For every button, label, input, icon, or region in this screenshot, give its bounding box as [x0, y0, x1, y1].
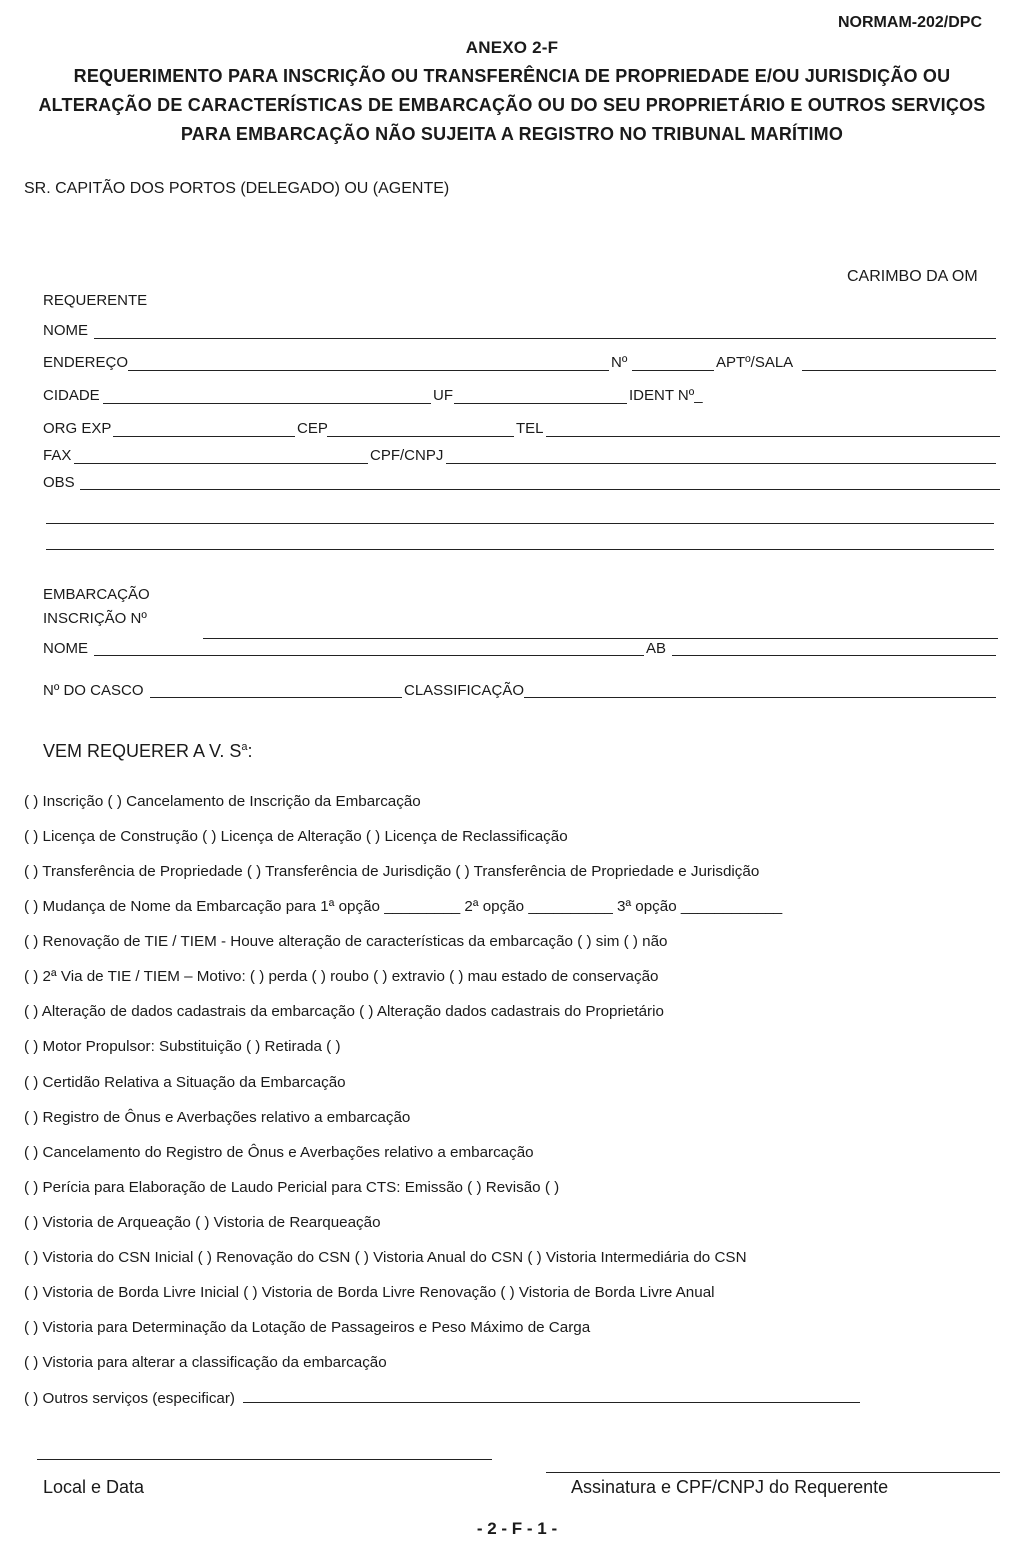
fax-label: FAX	[43, 447, 72, 464]
obs-label: OBS	[43, 474, 75, 491]
numero-field-line[interactable]	[632, 370, 714, 371]
option-lotacao[interactable]: ( ) Vistoria para Determinação da Lotação de Passageiros e Peso Máximo de Carga	[24, 1319, 591, 1336]
option-borda-livre[interactable]: ( ) Vistoria de Borda Livre Inicial ( ) Vistoria de Borda Livre Renovação ( ) Vistoria de Borda Livre Anual	[24, 1284, 715, 1301]
outros-servicos-label: ( ) Outros serviços (especificar)	[24, 1390, 235, 1407]
option-registro-onus[interactable]: ( ) Registro de Ônus e Averbações relativo a embarcação	[24, 1109, 411, 1126]
classificacao-label: CLASSIFICAÇÃO	[404, 682, 525, 699]
addressee: SR. CAPITÃO DOS PORTOS (DELEGADO) OU (AGENTE)	[24, 180, 450, 197]
classificacao-field-line[interactable]	[524, 697, 996, 698]
signature-label: Assinatura e CPF/CNPJ do Requerente	[571, 1477, 889, 1497]
option-mudanca-nome[interactable]: ( ) Mudança de Nome da Embarcação para 1ª opção _________ 2ª opção __________ 3ª opção ____________	[24, 898, 783, 915]
org-exp-label: ORG EXP	[43, 420, 112, 437]
form-title-line-2: ALTERAÇÃO DE CARACTERÍSTICAS DE EMBARCAÇÃO OU DO SEU PROPRIETÁRIO E OUTROS SERVIÇOS	[38, 95, 986, 115]
endereco-field-line[interactable]	[128, 370, 609, 371]
cidade-label: CIDADE	[43, 387, 100, 404]
requerente-section-label: REQUERENTE	[43, 292, 148, 309]
local-data-line[interactable]	[37, 1459, 492, 1460]
request-heading-colon: :	[247, 741, 253, 761]
uf-field-line[interactable]	[454, 403, 627, 404]
nome-field-line[interactable]	[94, 338, 996, 339]
ab-field-line[interactable]	[672, 655, 996, 656]
endereco-label: ENDEREÇO	[43, 354, 129, 371]
annex-title: ANEXO 2-F	[465, 38, 559, 57]
tel-field-line[interactable]	[546, 436, 1000, 437]
option-inscricao[interactable]: ( ) Inscrição ( ) Cancelamento de Inscrição da Embarcação	[24, 793, 421, 810]
ident-label: IDENT Nº_	[629, 387, 703, 404]
document-code: NORMAM-202/DPC	[838, 14, 983, 31]
cpf-field-line[interactable]	[446, 463, 996, 464]
outros-servicos-field-line[interactable]	[243, 1388, 860, 1403]
cidade-field-line[interactable]	[103, 403, 431, 404]
embarcacao-section-label: EMBARCAÇÃO	[43, 586, 150, 603]
casco-label: Nº DO CASCO	[43, 682, 144, 699]
embarcacao-nome-field-line[interactable]	[94, 655, 644, 656]
page-number: - 2 - F - 1 -	[476, 1519, 558, 1538]
uf-label: UF	[433, 387, 453, 404]
request-heading-superscript: a	[241, 741, 248, 753]
cep-label: CEP	[297, 420, 328, 437]
option-cancelamento-onus[interactable]: ( ) Cancelamento do Registro de Ônus e Averbações relativo a embarcação	[24, 1144, 534, 1161]
option-renovacao-tie[interactable]: ( ) Renovação de TIE / TIEM - Houve alteração de características da embarcação ( ) sim ( ) não	[24, 933, 668, 950]
obs-field-line-2[interactable]	[46, 523, 994, 524]
ab-label: AB	[646, 640, 667, 657]
org-exp-field-line[interactable]	[113, 436, 295, 437]
option-csn[interactable]: ( ) Vistoria do CSN Inicial ( ) Renovação do CSN ( ) Vistoria Anual do CSN ( ) Vistoria Intermediária do CSN	[24, 1249, 747, 1266]
cep-field-line[interactable]	[327, 436, 514, 437]
apto-field-line[interactable]	[802, 370, 996, 371]
option-classificacao[interactable]: ( ) Vistoria para alterar a classificação da embarcação	[24, 1354, 387, 1371]
embarcacao-nome-label: NOME	[43, 640, 88, 657]
form-title-line-1: REQUERIMENTO PARA INSCRIÇÃO OU TRANSFERÊNCIA DE PROPRIEDADE E/OU JURISDIÇÃO OU	[73, 66, 951, 86]
casco-field-line[interactable]	[150, 697, 402, 698]
inscricao-label: INSCRIÇÃO Nº	[43, 610, 147, 627]
option-motor-propulsor[interactable]: ( ) Motor Propulsor: Substituição ( ) Retirada ( )	[24, 1038, 341, 1055]
stamp-label: CARIMBO DA OM	[847, 268, 978, 285]
nome-label: NOME	[43, 322, 88, 339]
option-licenca[interactable]: ( ) Licença de Construção ( ) Licença de Alteração ( ) Licença de Reclassificação	[24, 828, 568, 845]
form-title-line-3: PARA EMBARCAÇÃO NÃO SUJEITA A REGISTRO NO TRIBUNAL MARÍTIMO	[180, 124, 844, 144]
cpf-label: CPF/CNPJ	[370, 447, 444, 464]
option-pericia[interactable]: ( ) Perícia para Elaboração de Laudo Pericial para CTS: Emissão ( ) Revisão ( )	[24, 1179, 560, 1196]
option-outros-servicos[interactable]	[24, 1388, 860, 1409]
obs-field-line-3[interactable]	[46, 549, 994, 550]
signature-line[interactable]	[546, 1472, 1000, 1473]
request-heading-text: VEM REQUERER A V. S	[43, 741, 242, 761]
local-data-label: Local e Data	[43, 1477, 145, 1497]
tel-label: TEL	[516, 420, 544, 437]
fax-field-line[interactable]	[74, 463, 368, 464]
option-arqueacao[interactable]: ( ) Vistoria de Arqueação ( ) Vistoria de Rearqueação	[24, 1214, 381, 1231]
apto-label: APTº/SALA	[716, 354, 794, 371]
option-certidao[interactable]: ( ) Certidão Relativa a Situação da Embarcação	[24, 1074, 346, 1091]
inscricao-field-line[interactable]	[203, 638, 998, 639]
numero-label: Nº	[611, 354, 628, 371]
request-heading	[43, 741, 253, 762]
obs-field-line-1[interactable]	[80, 489, 1000, 490]
option-transferencia[interactable]: ( ) Transferência de Propriedade ( ) Transferência de Jurisdição ( ) Transferência de Propriedade e Jurisdição	[24, 863, 760, 880]
option-segunda-via[interactable]: ( ) 2ª Via de TIE / TIEM – Motivo: ( ) perda ( ) roubo ( ) extravio ( ) mau estado de conservação	[24, 968, 659, 985]
option-alteracao-dados[interactable]: ( ) Alteração de dados cadastrais da embarcação ( ) Alteração dados cadastrais do Proprietário	[24, 1003, 664, 1020]
